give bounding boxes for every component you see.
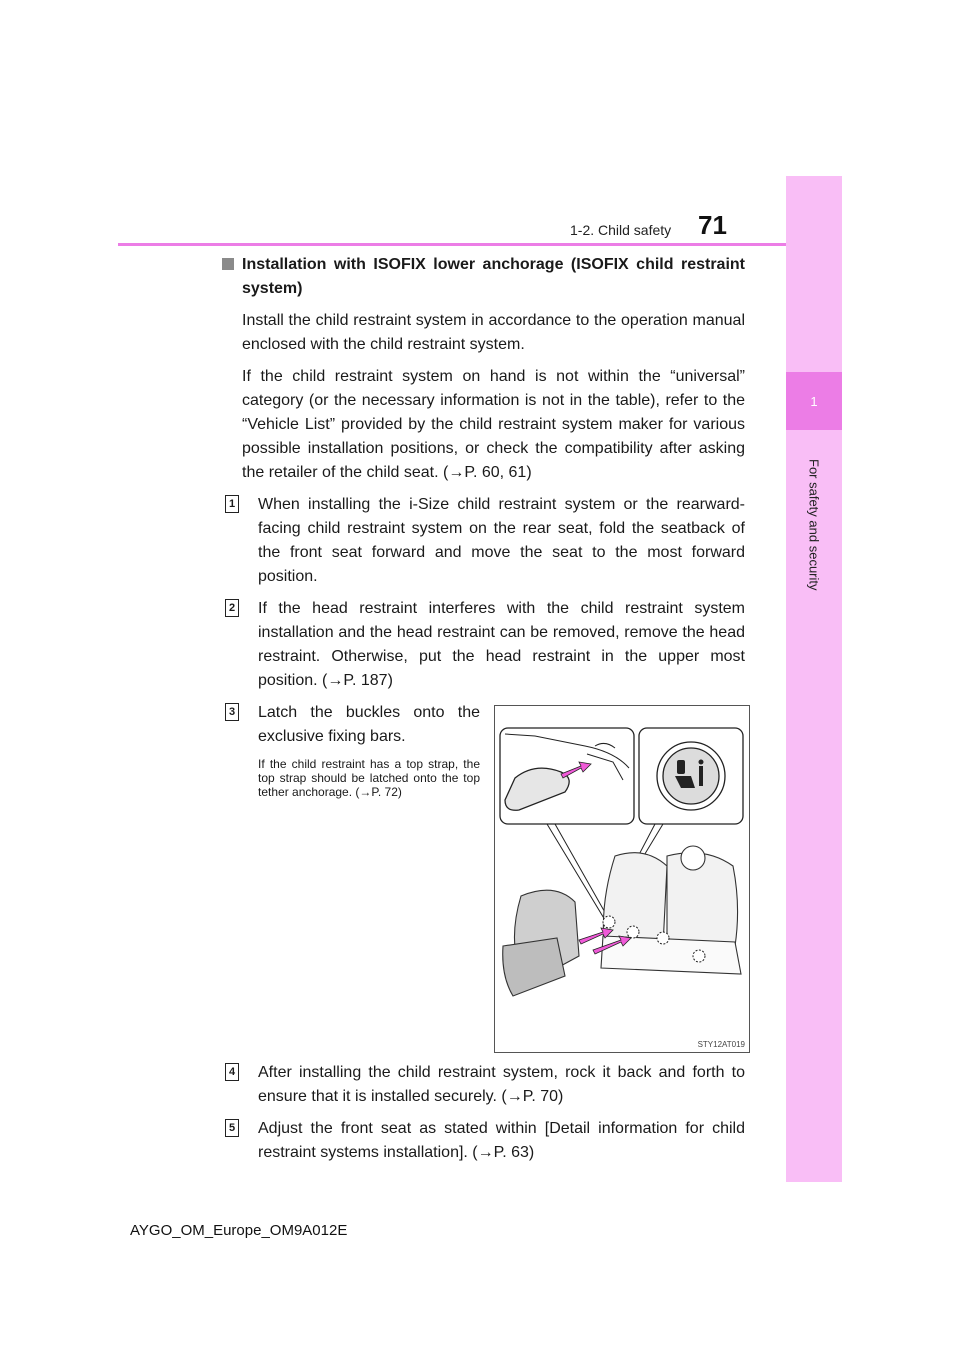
document-id: AYGO_OM_Europe_OM9A012E [130, 1222, 348, 1239]
page-number: 71 [698, 210, 727, 240]
step-number-badge: 5 [225, 1119, 239, 1137]
chapter-number: 1 [810, 393, 818, 409]
section-title: 1-2. Child safety [570, 222, 672, 238]
chapter-title: For safety and security [806, 459, 822, 591]
step-text: After installing the child restraint system, rock it back and forth to ensure that it is installed securely. (→P. 70) [258, 1064, 745, 1105]
step-number-badge: 4 [225, 1063, 239, 1081]
step-4 [222, 1061, 745, 1109]
main-content [222, 253, 745, 1173]
step-3 [222, 701, 745, 1055]
chapter-side-tab [786, 176, 842, 1182]
step-text: Adjust the front seat as stated within [Detail information for child restraint systems installation]. (→P. 63) [258, 1120, 745, 1161]
step-1 [222, 493, 745, 589]
isofix-installation-figure [494, 705, 750, 1053]
step-text: If the head restraint interferes with the child restraint system installation and the head restraint can be removed, remove the head restraint. Otherwise, put the head restraint in the upper most position. (→P. 187) [258, 600, 745, 689]
figure-code: STY12AT019 [697, 1040, 745, 1049]
heading-text: Installation with ISOFIX lower anchorage (ISOFIX child restraint system) [242, 256, 745, 297]
step-5 [222, 1117, 745, 1165]
header-rule [118, 243, 786, 246]
step-2 [222, 597, 745, 693]
step-number-badge: 3 [225, 703, 239, 721]
chapter-number-tab [786, 372, 842, 430]
paragraph-1: Install the child restraint system in accordance to the operation manual enclosed with the child restraint system. [242, 312, 745, 353]
section-heading [222, 253, 745, 301]
step-text: When installing the i-Size child restraint system or the rearward-facing child restraint system on the rear seat, fold the seatback of the front seat forward and move the seat to the most forward position. [258, 496, 745, 585]
paragraph-2: If the child restraint system on hand is not within the “universal” category (or the necessary information is not in the table), refer to the “Vehicle List” provided by the child restraint system maker for various possible installation positions, or check the compatibility after asking the retailer of the child seat. (→P. 60, 61) [242, 368, 745, 481]
step-note: If the child restraint has a top strap, the top strap should be latched onto the top tether anchorage. (→P. 72) [258, 757, 480, 799]
step-number-badge: 1 [225, 495, 239, 513]
square-bullet-icon [222, 258, 234, 270]
step-text: Latch the buckles onto the exclusive fixing bars. [258, 704, 480, 745]
step-number-badge: 2 [225, 599, 239, 617]
isofix-illustration [495, 706, 749, 1052]
chapter-title-tab [786, 440, 842, 610]
